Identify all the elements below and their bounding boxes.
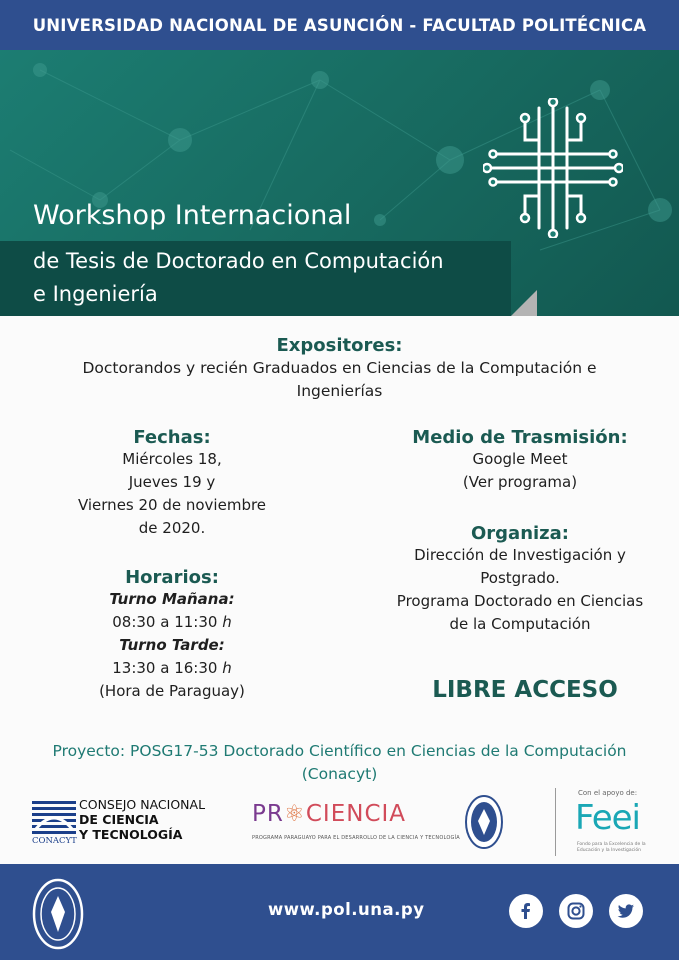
turno-tarde-label: Turno Tarde: xyxy=(119,636,225,654)
facebook-icon[interactable] xyxy=(509,894,543,928)
medio-section xyxy=(380,427,660,494)
project-line1: Proyecto: POSG17-53 Doctorado Científico en Ciencias de la Computación xyxy=(52,742,627,760)
organiza-line: Dirección de Investigación y xyxy=(414,546,626,564)
fechas-line: Jueves 19 y xyxy=(128,473,216,491)
conacyt-name: CONSEJO NACIONAL DE CIENCIA Y TECNOLOGÍA xyxy=(79,797,206,842)
institution-title: UNIVERSIDAD NACIONAL DE ASUNCIÓN - FACULTAD POLITÉCNICA xyxy=(32,15,647,35)
website-link[interactable]: www.pol.una.py xyxy=(268,900,425,919)
fechas-line: de 2020. xyxy=(138,519,206,537)
organiza-line: Programa Doctorado en Ciencias xyxy=(396,592,644,610)
organiza-heading: Organiza: xyxy=(470,523,569,544)
turno-manana-label: Turno Mañana: xyxy=(109,590,235,608)
faculty-seal-icon xyxy=(32,878,84,950)
workshop-subtitle-line2: e Ingeniería xyxy=(33,282,158,306)
project-info xyxy=(0,740,679,786)
conacyt-acronym: CONACYT xyxy=(32,836,77,846)
ver-programa-link[interactable]: (Ver programa) xyxy=(462,473,578,491)
project-line2: (Conacyt) xyxy=(301,765,378,783)
logo-divider xyxy=(555,788,556,856)
fechas-section xyxy=(52,427,292,540)
expositores-heading: Expositores: xyxy=(276,335,403,356)
organiza-line: Postgrado. xyxy=(480,569,560,587)
workshop-subtitle-line1: de Tesis de Doctorado en Computación xyxy=(33,249,444,273)
fechas-line: Viernes 20 de noviembre xyxy=(77,496,267,514)
corner-fold-decoration xyxy=(511,290,537,316)
sponsor-logos xyxy=(0,785,679,863)
turno-manana-time: 08:30 a 11:30 h xyxy=(112,613,232,631)
prociencia-logo: PR⚛CIENCIA xyxy=(252,801,407,827)
twitter-icon[interactable] xyxy=(609,894,643,928)
fechas-heading: Fechas: xyxy=(133,427,211,448)
horarios-heading: Horarios: xyxy=(125,567,219,588)
circuit-icon xyxy=(483,98,623,238)
turno-tarde-time: 13:30 a 16:30 h xyxy=(112,659,232,677)
medio-platform: Google Meet xyxy=(472,450,568,468)
hero-section xyxy=(0,50,679,316)
expositores-line1: Doctorandos y recién Graduados en Ciencias de la Computación e xyxy=(82,359,597,377)
organiza-line: de la Computación xyxy=(449,615,591,633)
horarios-section xyxy=(52,567,292,703)
expositores-section xyxy=(0,335,679,403)
university-seal-icon xyxy=(465,795,503,849)
fechas-line: Miércoles 18, xyxy=(122,450,222,468)
footer-bar xyxy=(0,864,679,960)
atom-icon: ⚛ xyxy=(284,801,306,827)
feei-logo: Feei xyxy=(575,798,640,838)
instagram-icon[interactable] xyxy=(559,894,593,928)
feei-support-label: Con el apoyo de: xyxy=(578,789,638,797)
top-banner xyxy=(0,0,679,50)
feei-tagline: Fondo para la Excelencia de la Educación y la Investigación xyxy=(577,842,646,853)
libre-acceso-label: LIBRE ACCESO xyxy=(432,677,618,703)
organiza-section xyxy=(380,523,660,636)
expositores-line2: Ingenierías xyxy=(296,382,383,400)
prociencia-tagline: PROGRAMA PARAGUAYO PARA EL DESARROLLO DE LA CIENCIA Y TECNOLOGÍA xyxy=(252,835,460,841)
timezone-note: (Hora de Paraguay) xyxy=(99,682,245,700)
event-details xyxy=(0,316,679,864)
workshop-title: Workshop Internacional xyxy=(33,200,352,231)
medio-heading: Medio de Trasmisión: xyxy=(412,427,628,448)
